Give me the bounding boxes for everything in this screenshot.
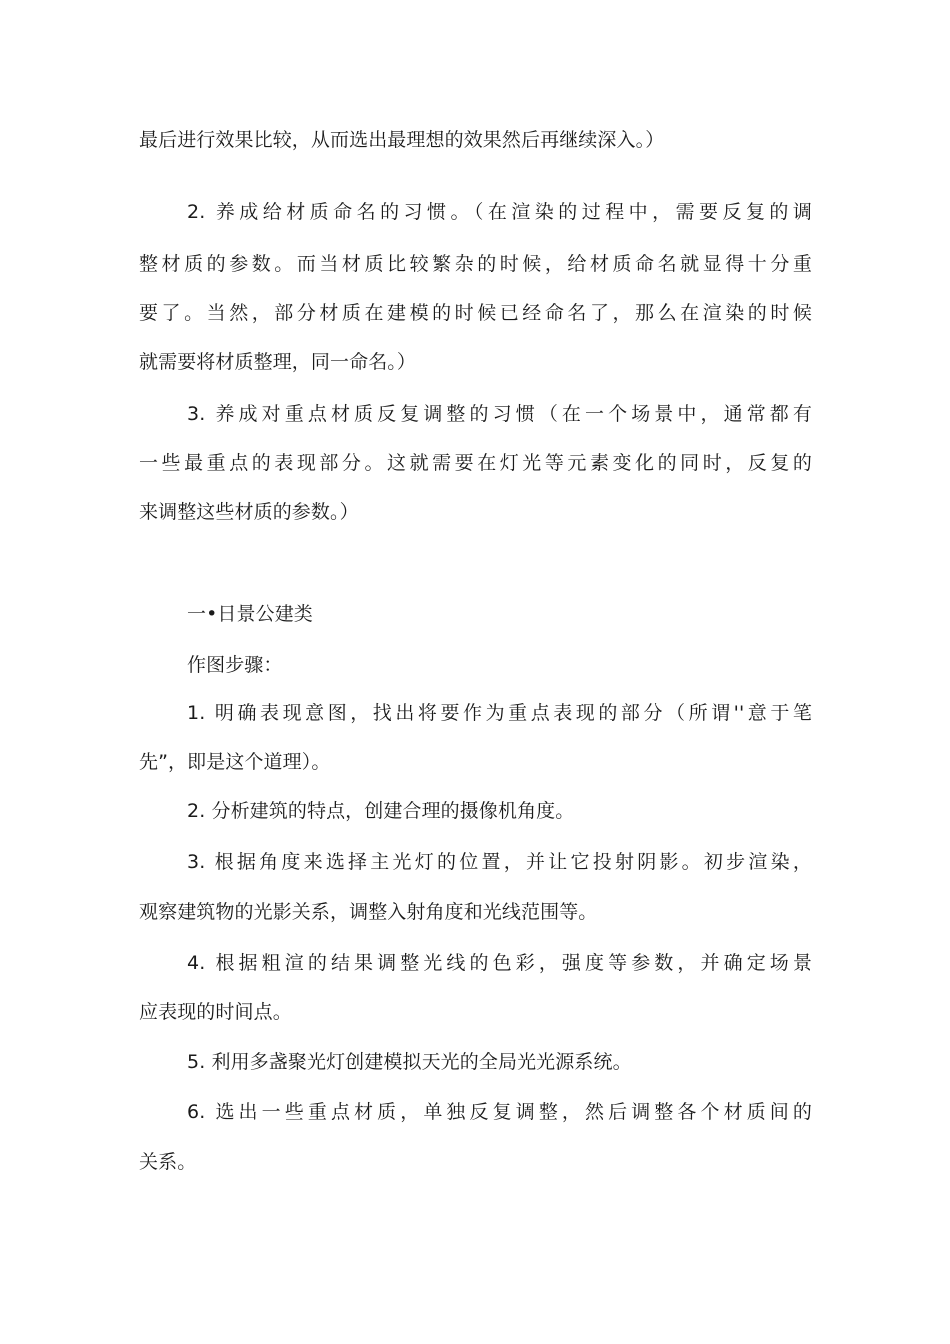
step-item: 5. 利用多盏聚光灯创建模拟天光的全局光光源系统。 (187, 1051, 632, 1073)
numbered-paragraph-line: 3. 养成对重点材质反复调整的习惯（在一个场景中，通常都有 (187, 403, 812, 425)
step-item: 3. 根据角度来选择主光灯的位置，并让它投射阴影。初步渲染， (187, 851, 812, 873)
text-line: 最后进行效果比较，从而选出最理想的效果然后再继续深入。） (139, 129, 665, 151)
numbered-paragraph-line: 2. 养成给材质命名的习惯。（在渲染的过程中，需要反复的调 (187, 201, 812, 223)
step-item: 2. 分析建筑的特点，创建合理的摄像机角度。 (187, 800, 575, 822)
text-line: 整材质的参数。而当材质比较繁杂的时候，给材质命名就显得十分重 (139, 253, 812, 275)
text-line: 观察建筑物的光影关系，调整入射角度和光线范围等。 (139, 901, 598, 923)
subheading: 作图步骤： (187, 654, 283, 676)
text-line: 应表现的时间点。 (139, 1001, 292, 1023)
section-heading: 一•日景公建类 (187, 603, 313, 625)
text-line: 关系。 (139, 1151, 197, 1173)
step-item: 4. 根据粗渲的结果调整光线的色彩，强度等参数，并确定场景 (187, 952, 812, 974)
step-item: 6. 选出一些重点材质，单独反复调整，然后调整各个材质间的 (187, 1101, 812, 1123)
text-line: 一些最重点的表现部分。这就需要在灯光等元素变化的同时，反复的 (139, 452, 812, 474)
text-line: 要了。当然，部分材质在建模的时候已经命名了，那么在渲染的时候 (139, 302, 812, 324)
text-line: 先”，即是这个道理）。 (139, 751, 331, 773)
text-line: 来调整这些材质的参数。） (139, 501, 359, 523)
step-item: 1. 明确表现意图，找出将要作为重点表现的部分（所谓''意于笔 (187, 702, 812, 724)
text-line: 就需要将材质整理，同一命名。） (139, 351, 417, 373)
